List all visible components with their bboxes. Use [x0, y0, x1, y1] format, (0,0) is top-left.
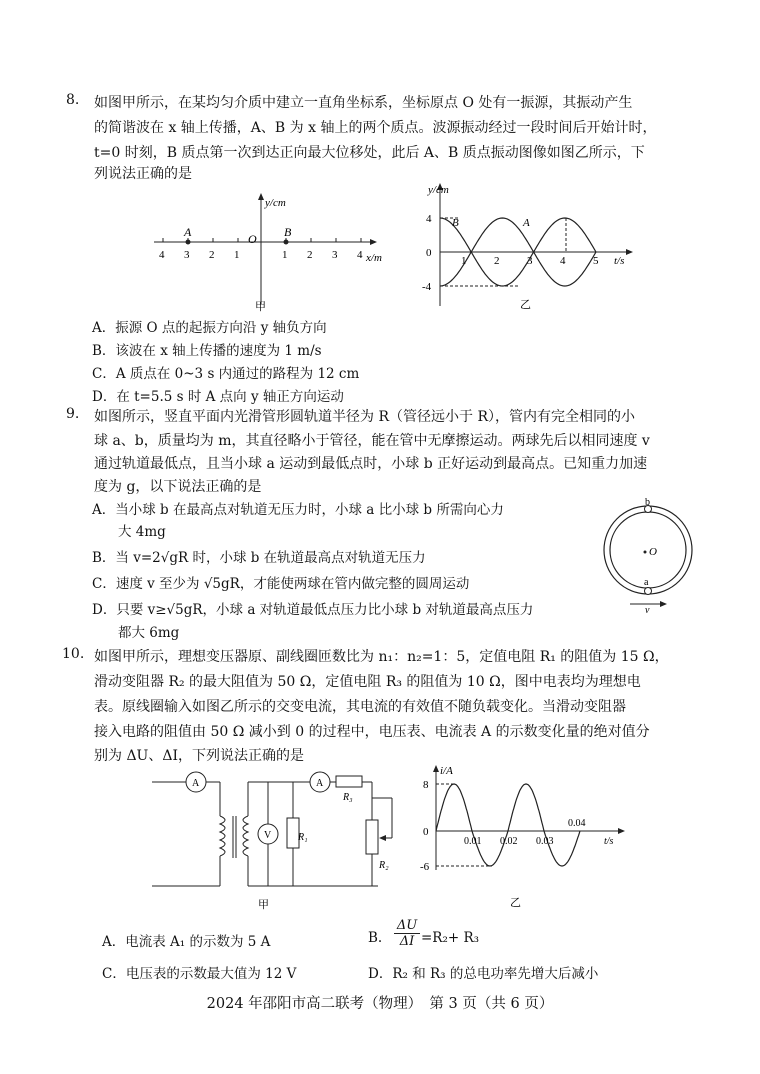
question-10-line-2: 滑动变阻器 R₂ 的最大阻值为 50 Ω，定值电阻 R₃ 的阻值为 10 Ω，图中电表均为理想电	[94, 674, 641, 690]
question-9-line-1: 如图所示，竖直平面内光滑管形圆轨道半径为 R（管径远小于 R），管内有完全相同的小	[94, 409, 635, 425]
question-9-line-2: 球 a、b，质量均为 m，其直径略小于管径，能在管中无摩擦运动。两球先后以相同速度 v	[94, 433, 650, 449]
question-8-line-3: t=0 时刻，B 质点第一次到达正向最大位移处，此后 A、B 质点振动图像如图乙所示，下	[94, 145, 645, 161]
svg-text:t/s: t/s	[604, 836, 614, 847]
svg-text:8: 8	[423, 779, 429, 791]
question-9-number: 9.	[66, 406, 80, 422]
svg-text:3: 3	[332, 249, 338, 261]
svg-text:乙: 乙	[520, 299, 531, 311]
svg-text:v: v	[645, 605, 650, 614]
q9-option-c: C．速度 v 至少为 √5gR，才能使两球在管内做完整的圆周运动	[92, 576, 470, 592]
svg-text:b: b	[645, 497, 650, 508]
svg-text:1: 1	[461, 255, 467, 267]
q10-figure-current-wave	[420, 762, 630, 912]
svg-text:A: A	[316, 778, 324, 789]
q9-option-a-cont: 大 4mg	[118, 524, 166, 540]
svg-text:4: 4	[159, 249, 165, 261]
svg-text:R₁: R₁	[298, 832, 308, 843]
svg-text:4: 4	[426, 213, 432, 225]
svg-text:B: B	[284, 225, 292, 239]
svg-text:-4: -4	[422, 281, 432, 293]
svg-text:2: 2	[209, 249, 215, 261]
svg-text:0: 0	[423, 826, 429, 838]
svg-text:i/A: i/A	[440, 765, 453, 777]
svg-text:4: 4	[560, 255, 566, 267]
question-8-number: 8.	[66, 92, 80, 108]
svg-text:A: A	[184, 225, 192, 239]
q8-figure-jia	[150, 188, 390, 313]
q10-option-c: C．电压表的示数最大值为 12 V	[102, 966, 297, 982]
svg-text:x/m: x/m	[366, 252, 382, 264]
ball-a	[645, 588, 652, 595]
svg-text:0.02: 0.02	[500, 836, 518, 847]
svg-text:R₂: R₂	[379, 860, 389, 871]
question-8-line-2: 的简谐波在 x 轴上传播，A、B 为 x 轴上的两个质点。波源振动经过一段时间后开始计时，	[94, 120, 657, 136]
question-8-line-4: 列说法正确的是	[94, 166, 192, 182]
resistor-r3	[336, 776, 362, 787]
q8-option-d: D．在 t=5.5 s 时 A 点向 y 轴正方向运动	[92, 389, 344, 405]
svg-text:0.03: 0.03	[536, 836, 554, 847]
q9-option-d-cont: 都大 6mg	[118, 625, 180, 641]
q10-option-b-label: B.	[368, 930, 383, 946]
svg-text:1: 1	[234, 249, 240, 261]
q8-figure-yi	[418, 178, 638, 313]
svg-text:甲: 甲	[255, 301, 266, 313]
svg-text:4: 4	[357, 249, 363, 261]
svg-text:O: O	[248, 232, 257, 246]
point-a	[186, 240, 191, 245]
question-9-line-3: 通过轨道最低点，且当小球 a 运动到最低点时，小球 b 正好运动到最高点。已知重力加速	[94, 456, 648, 472]
svg-text:t/s: t/s	[614, 255, 625, 267]
svg-text:2: 2	[307, 249, 313, 261]
svg-text:O: O	[649, 546, 657, 558]
q10-option-a: A．电流表 A₁ 的示数为 5 A	[102, 934, 271, 950]
question-10-number: 10.	[62, 646, 85, 662]
svg-text:0.01: 0.01	[464, 836, 482, 847]
q10-option-d: D．R₂ 和 R₃ 的总电功率先增大后减小	[368, 966, 599, 982]
svg-text:0: 0	[426, 247, 432, 259]
svg-text:-6: -6	[420, 861, 430, 873]
point-b	[284, 240, 289, 245]
q9-option-a: A．当小球 b 在最高点对轨道无压力时，小球 a 比小球 b 所需向心力	[92, 502, 504, 518]
question-9-line-4: 度为 g，以下说法正确的是	[94, 479, 262, 495]
svg-text:R₃: R₃	[343, 792, 353, 803]
svg-text:0.04: 0.04	[568, 818, 586, 829]
svg-text:y/cm: y/cm	[265, 197, 286, 209]
question-10-line-5: 别为 ΔU、ΔI，下列说法正确的是	[94, 748, 304, 764]
q9-option-b: B．当 v=2√gR 时，小球 b 在轨道最高点对轨道无压力	[92, 550, 426, 566]
q8-option-a: A．振源 O 点的起振方向沿 y 轴负方向	[92, 320, 327, 336]
q10-figure-circuit	[148, 770, 410, 912]
q9-option-d: D．只要 v≥√5gR，小球 a 对轨道最低点压力比小球 b 对轨道最高点压力	[92, 602, 534, 618]
svg-text:A: A	[523, 217, 530, 229]
current-curve	[436, 784, 580, 866]
question-10-line-1: 如图甲所示，理想变压器原、副线圈匝数比为 n₁：n₂=1：5，定值电阻 R₁ 的阻值为 15 Ω，	[94, 649, 669, 665]
svg-text:5: 5	[593, 255, 599, 267]
q9-figure-circle-track	[600, 494, 700, 614]
svg-text:B: B	[452, 217, 459, 229]
page-footer: 2024 年邵阳市高二联考（物理） 第 3 页（共 6 页）	[206, 996, 554, 1012]
svg-text:乙: 乙	[510, 897, 521, 909]
q10-option-b-fraction: ΔU ΔI	[394, 918, 420, 949]
svg-text:3: 3	[184, 249, 190, 261]
svg-text:V: V	[264, 830, 272, 841]
svg-text:1: 1	[282, 249, 288, 261]
svg-text:甲: 甲	[258, 899, 269, 911]
q8-option-c: C．A 质点在 0~3 s 内通过的路程为 12 cm	[92, 366, 360, 382]
question-10-line-4: 接入电路的阻值由 50 Ω 减小到 0 的过程中，电压表、电流表 A 的示数变化量的绝对值分	[94, 724, 650, 740]
q10-option-b-rest: =R₂+ R₃	[421, 930, 480, 946]
svg-text:A: A	[192, 778, 200, 789]
rheostat-r2	[366, 820, 378, 854]
q8-option-b: B．该波在 x 轴上传播的速度为 1 m/s	[92, 343, 322, 359]
svg-text:2: 2	[494, 255, 500, 267]
question-8-line-1: 如图甲所示，在某均匀介质中建立一直角坐标系，坐标原点 O 处有一振源，其振动产生	[94, 95, 633, 111]
svg-text:a: a	[644, 577, 649, 588]
svg-text:3: 3	[527, 255, 533, 267]
svg-text:y/cm: y/cm	[428, 184, 449, 196]
question-10-line-3: 表。原线圈输入如图乙所示的交变电流，其电流的有效值不随负载变化。当滑动变阻器	[94, 699, 626, 715]
